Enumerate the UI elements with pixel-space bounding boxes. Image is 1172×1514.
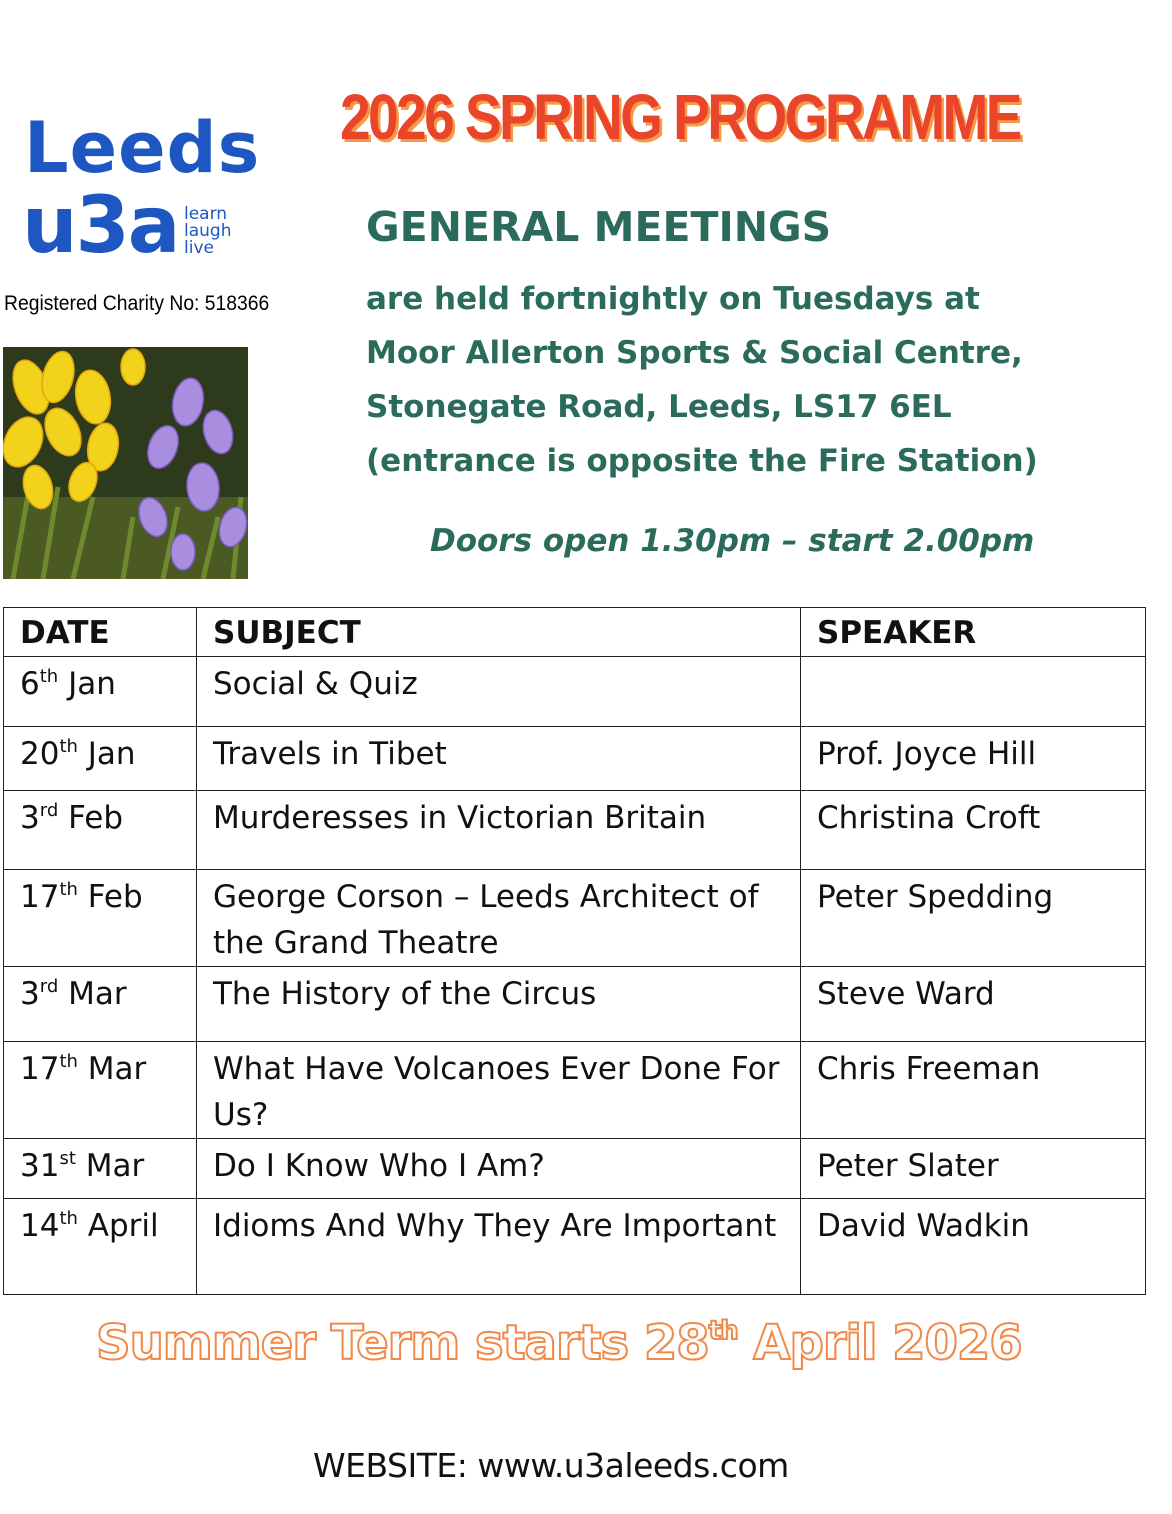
logo-tagline-laugh: laugh [184,221,232,241]
cell-subject: Travels in Tibet [197,727,801,791]
logo-tagline [184,206,254,257]
cell-subject: The History of the Circus [197,967,801,1042]
cell-subject: George Corson – Leeds Architect of the Grand Theatre [197,870,801,967]
page-title: 2026 SPRING PROGRAMME [340,81,1020,153]
cell-speaker [801,657,1146,727]
cell-date: 20th Jan [4,727,197,791]
cell-speaker: Prof. Joyce Hill [801,727,1146,791]
cell-date: 3rd Feb [4,791,197,870]
cell-speaker: Chris Freeman [801,1042,1146,1139]
summer-rest: April 2026 [737,1315,1022,1371]
cell-date: 14th April [4,1199,197,1295]
cell-speaker: Christina Croft [801,791,1146,870]
logo-tagline-learn: learn [184,204,228,224]
cell-speaker: Steve Ward [801,967,1146,1042]
header-speaker: SPEAKER [801,608,1146,657]
schedule-table [3,607,1146,1295]
charity-number: Registered Charity No: 518366 [4,292,270,315]
cell-subject: Social & Quiz [197,657,801,727]
header-subject: SUBJECT [197,608,801,657]
cell-subject: Idioms And Why They Are Important [197,1199,801,1295]
meetings-line: Moor Allerton Sports & Social Centre, [366,335,1023,371]
meetings-heading: GENERAL MEETINGS [366,203,832,251]
table-header-row [4,608,1146,657]
cell-subject: What Have Volcanoes Ever Done For Us? [197,1042,801,1139]
header-date: DATE [4,608,197,657]
cell-speaker: David Wadkin [801,1199,1146,1295]
logo-leeds-text: Leeds [24,107,261,189]
cell-date: 17th Mar [4,1042,197,1139]
meetings-details [366,272,1038,488]
website-link[interactable]: WEBSITE: www.u3aleeds.com [313,1446,789,1485]
cell-speaker: Peter Slater [801,1139,1146,1199]
table-row [4,870,1146,967]
cell-date: 3rd Mar [4,967,197,1042]
summer-term-notice [96,1315,1022,1371]
u3a-logo [22,107,272,271]
table-row [4,657,1146,727]
cell-subject: Murderesses in Victorian Britain [197,791,801,870]
cell-date: 17th Feb [4,870,197,967]
table-row [4,791,1146,870]
meetings-line: are held fortnightly on Tuesdays at [366,281,980,317]
table-row [4,727,1146,791]
table-row [4,967,1146,1042]
cell-subject: Do I Know Who I Am? [197,1139,801,1199]
table-row [4,1139,1146,1199]
cell-date: 31st Mar [4,1139,197,1199]
logo-tagline-live: live [184,238,214,258]
meetings-line: Stonegate Road, Leeds, LS17 6EL [366,389,952,425]
table-row [4,1199,1146,1295]
table-row [4,1042,1146,1139]
logo-u3a-text: u3a [22,181,179,271]
cell-speaker: Peter Spedding [801,870,1146,967]
cell-date: 6th Jan [4,657,197,727]
doors-open-time: Doors open 1.30pm – start 2.00pm [430,523,1035,559]
summer-suffix: th [708,1316,738,1346]
crocus-photo [3,347,248,579]
summer-prefix: Summer Term starts 28 [96,1315,709,1371]
meetings-line: (entrance is opposite the Fire Station) [366,443,1038,479]
